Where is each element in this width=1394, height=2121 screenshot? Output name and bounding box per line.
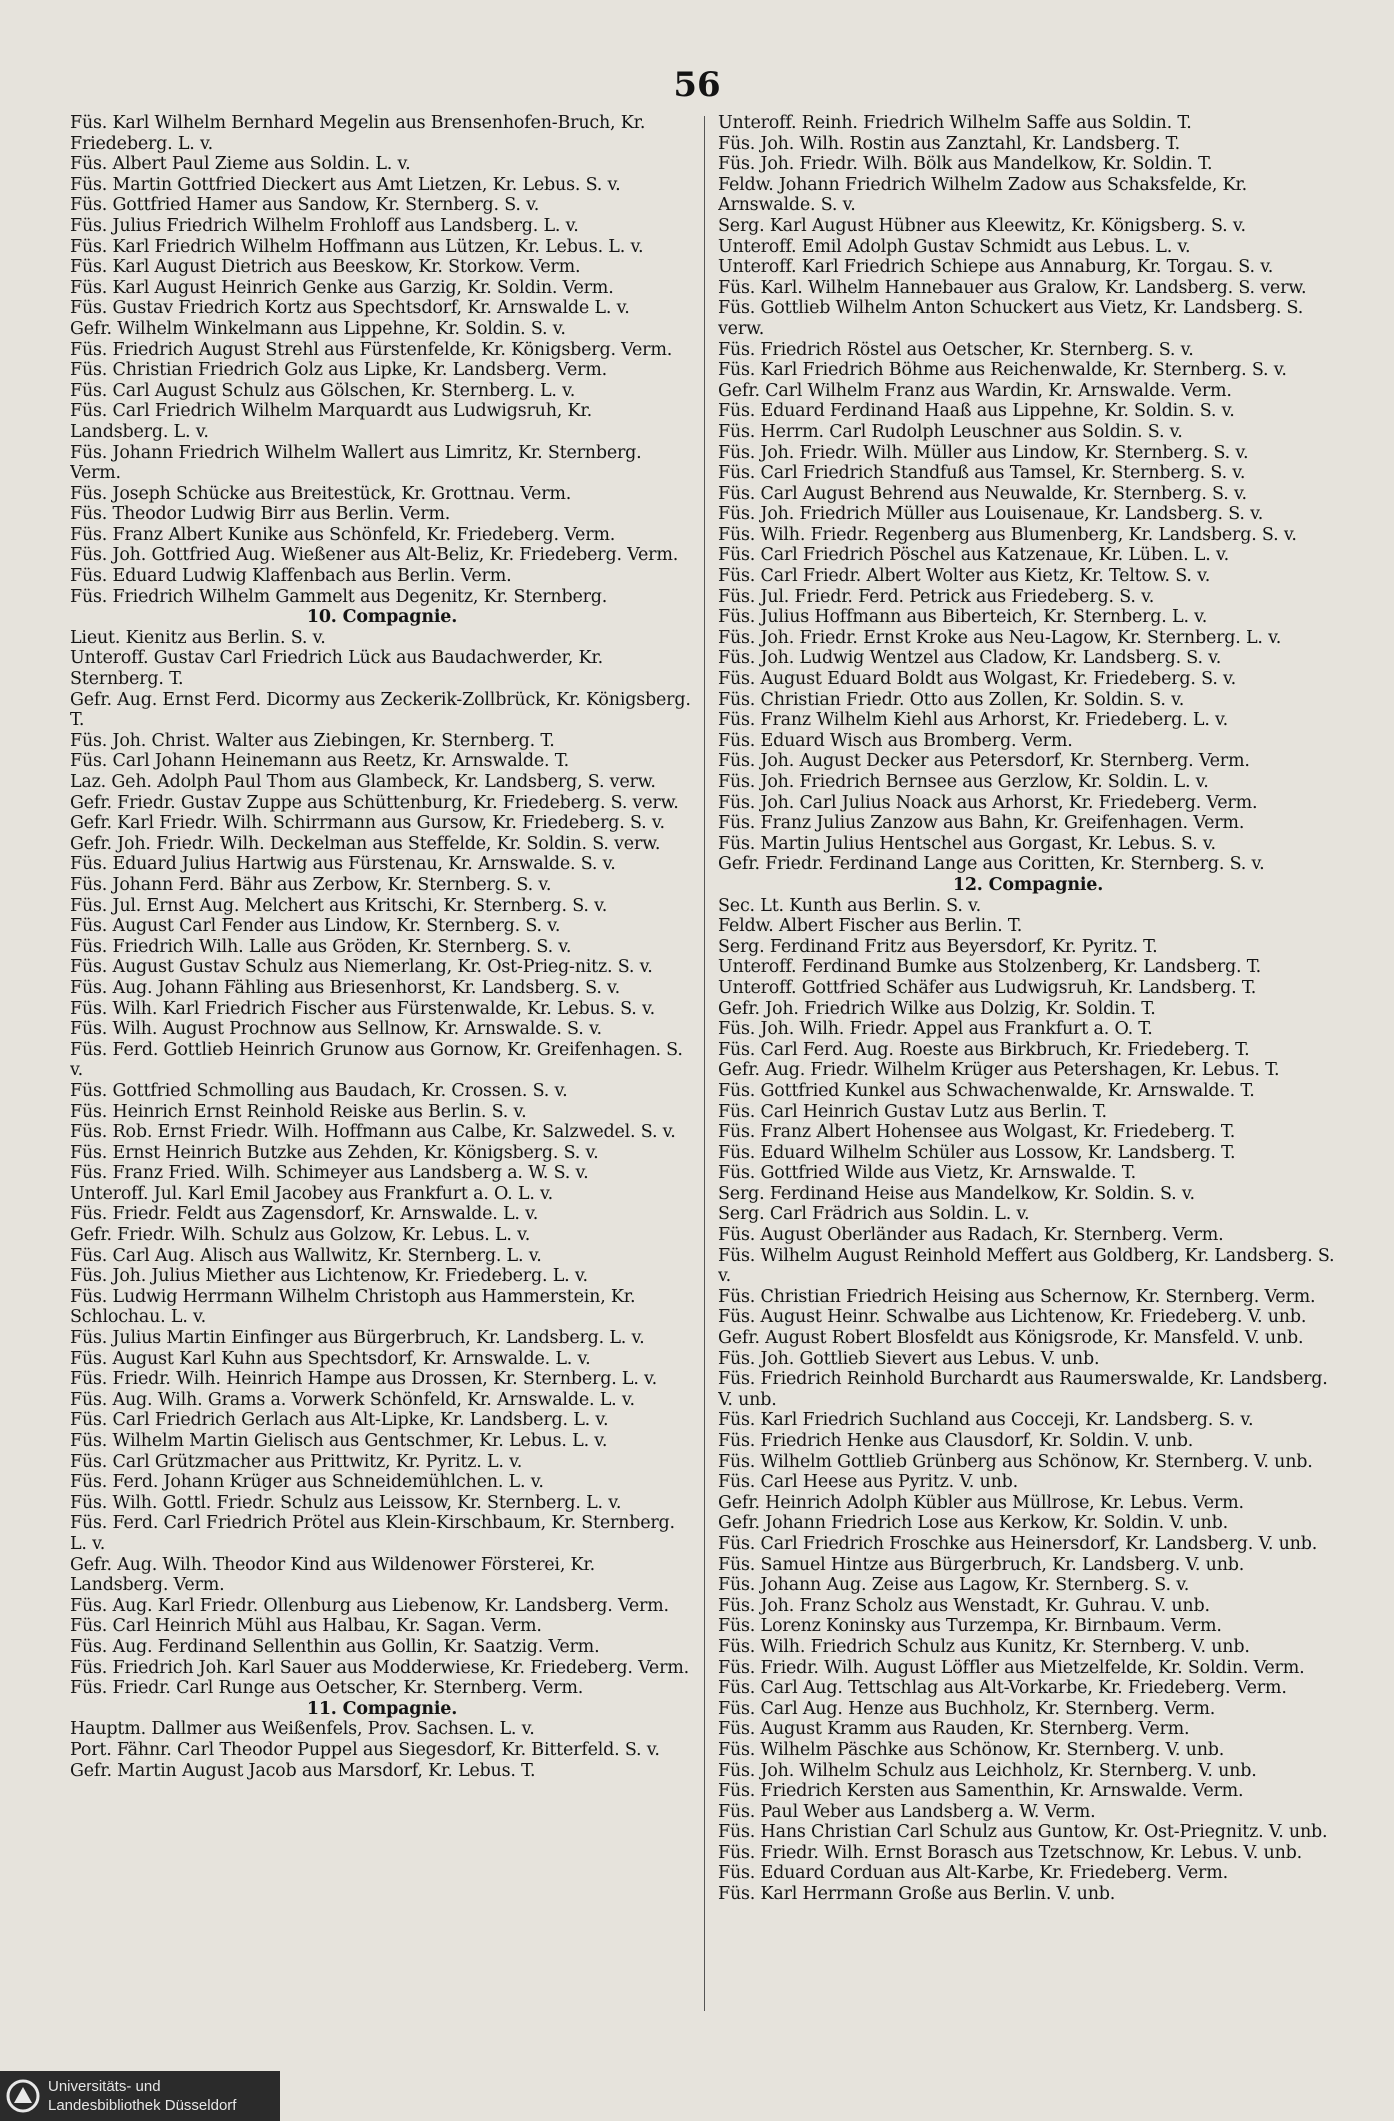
roster-entry: Füs. Joh. Wilh. Friedr. Appel aus Frankfurt a. O. T. [718, 1019, 1153, 1040]
roster-entry: Füs. Ludwig Herrmann Wilhelm Christoph aus Hammerstein, Kr. Schlochau. L. v. [70, 1286, 636, 1328]
roster-entry: Füs. Joh. Friedr. Wilh. Müller aus Lindow, Kr. Sternberg. S. v. [718, 442, 1249, 463]
roster-entry: Füs. Gottfried Wilde aus Vietz, Kr. Arnswalde. T. [718, 1163, 1137, 1184]
roster-entry: Gefr. Friedr. Gustav Zuppe aus Schüttenburg, Kr. Friedeberg. S. verw. [70, 792, 679, 813]
roster-entry: Füs. Albert Paul Zieme aus Soldin. L. v. [70, 154, 411, 175]
roster-entry: Füs. Friedr. Feldt aus Zagensdorf, Kr. Arnswalde. L. v. [70, 1204, 539, 1225]
roster-entry: Laz. Geh. Adolph Paul Thom aus Glambeck, Kr. Landsberg, S. verw. [70, 772, 656, 792]
roster-entry: Füs. Joh. Ludwig Wentzel aus Cladow, Kr. Landsberg. S. v. [718, 648, 1222, 669]
roster-entry: Port. Fähnr. Carl Theodor Puppel aus Siegesdorf, Kr. Bitterfeld. S. v. [70, 1739, 660, 1760]
roster-entry: Füs. Friedrich Wilh. Lalle aus Gröden, Kr. Sternberg. S. v. [70, 936, 572, 957]
roster-entry: Lieut. Kienitz aus Berlin. S. v. [70, 627, 326, 648]
roster-entry: Serg. Ferdinand Fritz aus Beyersdorf, Kr. Pyritz. T. [718, 936, 1158, 957]
roster-entry: Serg. Ferdinand Heise aus Mandelkow, Kr. Soldin. S. v. [718, 1183, 1195, 1204]
roster-entry: Füs. Franz Julius Zanzow aus Bahn, Kr. Greifenhagen. Verm. [718, 813, 1245, 834]
roster-entry: Füs. Carl Friedrich Gerlach aus Alt-Lipke, Kr. Landsberg. L. v. [70, 1410, 609, 1431]
roster-entry: Füs. Carl Heese aus Pyritz. V. unb. [718, 1472, 1019, 1493]
roster-entry: Gefr. Joh. Friedr. Wilh. Deckelman aus Steffelde, Kr. Soldin. S. verw. [70, 833, 661, 854]
roster-entry: Füs. Herrm. Carl Rudolph Leuschner aus Soldin. S. v. [718, 421, 1183, 442]
left-column [70, 113, 694, 1781]
roster-entry: Füs. Franz Fried. Wilh. Schimeyer aus Landsberg a. W. S. v. [70, 1163, 589, 1184]
roster-entry: Füs. Wilhelm Gottlieb Grünberg aus Schönow, Kr. Sternberg. V. unb. [718, 1451, 1313, 1472]
roster-entry: Füs. Gottfried Kunkel aus Schwachenwalde, Kr. Arnswalde. T. [718, 1080, 1255, 1101]
roster-entry: Füs. Joh. Wilh. Rostin aus Zanztahl, Kr. Landsberg. T. [718, 133, 1180, 154]
roster-entry: Füs. Wilh. Gottl. Friedr. Schulz aus Leissow, Kr. Sternberg. L. v. [70, 1492, 622, 1513]
roster-entry: Füs. Joh. Gottfried Aug. Wießener aus Alt-Beliz, Kr. Friedeberg. Verm. [70, 545, 679, 566]
roster-entry: Füs. Friedr. Wilh. Ernst Borasch aus Tzetschnow, Kr. Lebus. V. unb. [718, 1842, 1303, 1863]
roster-entry: Gefr. Friedr. Wilh. Schulz aus Golzow, Kr. Lebus. L. v. [70, 1225, 531, 1246]
roster-entry: Füs. Carl Aug. Alisch aus Wallwitz, Kr. Sternberg. L. v. [70, 1245, 542, 1266]
roster-entry: Füs. Johann Ferd. Bähr aus Zerbow, Kr. Sternberg. S. v. [70, 874, 552, 895]
roster-entry: Füs. Karl Wilhelm Bernhard Megelin aus Brensenhofen-Bruch, Kr. Friedeberg. L. v. [70, 113, 646, 154]
roster-entry: Füs. Rob. Ernst Friedr. Wilh. Hoffmann aus Calbe, Kr. Salzwedel. S. v. [70, 1122, 676, 1143]
roster-entry: Füs. Franz Wilhelm Kiehl aus Arhorst, Kr. Friedeberg. L. v. [718, 710, 1229, 731]
roster-entry: Füs. Samuel Hintze aus Bürgerbruch, Kr. Landsberg. V. unb. [718, 1554, 1245, 1575]
roster-entry: Feldw. Albert Fischer aus Berlin. T. [718, 916, 1023, 937]
roster-entry: Füs. Christian Friedrich Golz aus Lipke, Kr. Landsberg. Verm. [70, 360, 608, 381]
roster-entry: Füs. Carl August Schulz aus Gölschen, Kr. Sternberg. L. v. [70, 380, 576, 401]
roster-entry: Füs. Ferd. Johann Krüger aus Schneidemühlchen. L. v. [70, 1472, 544, 1493]
roster-entry: Füs. Joh. Wilhelm Schulz aus Leichholz, Kr. Sternberg. V. unb. [718, 1760, 1257, 1781]
roster-entry: Füs. Johann Aug. Zeise aus Lagow, Kr. Sternberg. S. v. [718, 1575, 1190, 1596]
roster-entry: Füs. Friedrich Wilhelm Gammelt aus Degenitz, Kr. Sternberg. [70, 586, 608, 607]
roster-entry: Serg. Karl August Hübner aus Kleewitz, Kr. Königsberg. S. v. [718, 215, 1246, 236]
roster-entry: Füs. Aug. Johann Fähling aus Briesenhorst, Kr. Landsberg. S. v. [70, 977, 621, 998]
roster-entry: Füs. Joh. Carl Julius Noack aus Arhorst, Kr. Friedeberg. Verm. [718, 792, 1258, 813]
roster-entry: Füs. Joh. August Decker aus Petersdorf, Kr. Sternberg. Verm. [718, 751, 1250, 772]
company-heading: 12. Compagnie. [952, 874, 1104, 895]
roster-entry: Unteroff. Gustav Carl Friedrich Lück aus Baudachwerder, Kr. Sternberg. T. [70, 648, 604, 690]
roster-entry: Füs. Eduard Corduan aus Alt-Karbe, Kr. Friedeberg. Verm. [718, 1863, 1228, 1884]
roster-entry: Gefr. Joh. Friedrich Wilke aus Dolzig, Kr. Soldin. T. [718, 998, 1156, 1019]
roster-entry: Füs. Aug. Karl Friedr. Ollenburg aus Liebenow, Kr. Landsberg. Verm. [70, 1595, 669, 1616]
roster-entry: Füs. Karl Friedrich Wilhelm Hoffmann aus Lützen, Kr. Lebus. L. v. [70, 236, 644, 257]
roster-entry: Füs. Ernst Heinrich Butzke aus Zehden, Kr. Königsberg. S. v. [70, 1142, 599, 1163]
roster-entry: Füs. Carl August Behrend aus Neuwalde, Kr. Sternberg. S. v. [718, 483, 1247, 504]
roster-entry: Füs. Franz Albert Kunike aus Schönfeld, Kr. Friedeberg. Verm. [70, 524, 616, 545]
roster-entry: Füs. Christian Friedrich Heising aus Schernow, Kr. Sternberg. Verm. [718, 1286, 1316, 1307]
roster-entry: Füs. Eduard Wisch aus Bromberg. Verm. [718, 730, 1073, 751]
roster-entry: Füs. Wilh. Karl Friedrich Fischer aus Fürstenwalde, Kr. Lebus. S. v. [70, 998, 655, 1019]
roster-entry: Füs. August Carl Fender aus Lindow, Kr. Sternberg. S. v. [70, 916, 561, 937]
roster-entry: Füs. Karl Herrmann Große aus Berlin. V. unb. [718, 1884, 1116, 1905]
roster-entry: Füs. Carl Johann Heinemann aus Reetz, Kr. Arnswalde. T. [70, 751, 569, 772]
roster-entry: Unteroff. Reinh. Friedrich Wilhelm Saffe aus Soldin. T. [718, 113, 1192, 133]
company-heading: 10. Compagnie. [306, 607, 458, 628]
roster-entry: Füs. Heinrich Ernst Reinhold Reiske aus Berlin. S. v. [70, 1101, 527, 1122]
roster-entry: Füs. Martin Julius Hentschel aus Gorgast, Kr. Lebus. S. v. [718, 833, 1216, 854]
roster-entry: Füs. Joh. Christ. Walter aus Ziebingen, Kr. Sternberg. T. [70, 730, 555, 751]
roster-entry: Füs. Wilhelm Päschke aus Schönow, Kr. Sternberg. V. unb. [718, 1739, 1225, 1760]
roster-entry: Füs. Gottfried Hamer aus Sandow, Kr. Sternberg. S. v. [70, 195, 540, 216]
roster-entry: Füs. Joseph Schücke aus Breitestück, Kr. Grottnau. Verm. [70, 483, 572, 504]
roster-entry: Unteroff. Jul. Karl Emil Jacobey aus Frankfurt a. O. L. v. [70, 1183, 554, 1204]
roster-entry: Füs. Gottfried Schmolling aus Baudach, Kr. Crossen. S. v. [70, 1080, 568, 1101]
roster-entry: Füs. Eduard Wilhelm Schüler aus Lossow, Kr. Landsberg. T. [718, 1142, 1236, 1163]
roster-entry: Füs. Wilh. Friedrich Schulz aus Kunitz, Kr. Sternberg. V. unb. [718, 1636, 1250, 1657]
roster-entry: Füs. Franz Albert Hohensee aus Wolgast, Kr. Friedeberg. T. [718, 1122, 1236, 1143]
roster-entry: Füs. Karl Friedrich Böhme aus Reichenwalde, Kr. Sternberg. S. v. [718, 360, 1287, 381]
roster-entry: Füs. Eduard Ferdinand Haaß aus Lippehne, Kr. Soldin. S. v. [718, 401, 1235, 422]
roster-entry: Füs. Christian Friedr. Otto aus Zollen, Kr. Soldin. S. v. [718, 689, 1185, 710]
roster-entry: Füs. Joh. Friedrich Bernsee aus Gerzlow, Kr. Soldin. L. v. [718, 772, 1209, 792]
roster-entry: Füs. Friedr. Carl Runge aus Oetscher, Kr. Sternberg. Verm. [70, 1678, 584, 1699]
roster-entry: Füs. Friedrich Joh. Karl Sauer aus Modderwiese, Kr. Friedeberg. Verm. [70, 1657, 689, 1678]
library-logo-icon [6, 2079, 40, 2113]
roster-entry: Füs. Friedr. Wilh. Heinrich Hampe aus Drossen, Kr. Sternberg. L. v. [70, 1369, 658, 1390]
roster-entry: Gefr. Karl Friedr. Wilh. Schirrmann aus Gursow, Kr. Friedeberg. S. v. [70, 813, 665, 834]
roster-entry: Füs. Wilhelm Martin Gielisch aus Gentschmer, Kr. Lebus. L. v. [70, 1431, 608, 1451]
roster-entry: Füs. Martin Gottfried Dieckert aus Amt Lietzen, Kr. Lebus. S. v. [70, 174, 621, 195]
roster-entry: Füs. Friedr. Wilh. August Löffler aus Mietzelfelde, Kr. Soldin. Verm. [718, 1657, 1305, 1678]
roster-entry: Füs. Johann Friedrich Wilhelm Wallert aus Limritz, Kr. Sternberg. Verm. [70, 442, 642, 484]
roster-entry: Füs. August Karl Kuhn aus Spechtsdorf, Kr. Arnswalde. L. v. [70, 1348, 591, 1369]
roster-entry: Füs. Carl Friedrich Wilhelm Marquardt aus Ludwigsruh, Kr. Landsberg. L. v. [70, 401, 592, 442]
roster-entry: Unteroff. Ferdinand Bumke aus Stolzenberg, Kr. Landsberg. T. [718, 957, 1262, 978]
roster-entry: Füs. Joh. Friedr. Ernst Kroke aus Neu-Lagow, Kr. Sternberg. L. v. [718, 627, 1282, 648]
footer-line-1: Universitäts- und [48, 2078, 161, 2095]
roster-entry: Füs. Carl Friedrich Pöschel aus Katzenaue, Kr. Lüben. L. v. [718, 545, 1229, 566]
roster-entry: Füs. Karl August Heinrich Genke aus Garzig, Kr. Soldin. Verm. [70, 277, 614, 298]
roster-entry: Feldw. Johann Friedrich Wilhelm Zadow aus Schaksfelde, Kr. Arnswalde. S. v. [718, 174, 1248, 216]
roster-entry: Füs. Wilh. Friedr. Regenberg aus Blumenberg, Kr. Landsberg. S. v. [718, 524, 1297, 545]
roster-entry: Füs. Eduard Ludwig Klaffenbach aus Berlin. Verm. [70, 566, 512, 587]
roster-entry: Füs. Paul Weber aus Landsberg a. W. Verm. [718, 1801, 1096, 1822]
roster-entry: Füs. Gottlieb Wilhelm Anton Schuckert aus Vietz, Kr. Landsberg. S. verw. [718, 298, 1304, 339]
roster-entry: Füs. Carl Friedrich Froschke aus Heinersdorf, Kr. Landsberg. V. unb. [718, 1533, 1318, 1554]
roster-entry: Füs. Friedrich August Strehl aus Fürstenfelde, Kr. Königsberg. Verm. [70, 339, 673, 360]
column-divider [704, 116, 705, 2011]
roster-entry: Füs. Karl. Wilhelm Hannebauer aus Gralow, Kr. Landsberg. S. verw. [718, 277, 1307, 298]
roster-entry: Gefr. Martin August Jacob aus Marsdorf, Kr. Lebus. T. [70, 1760, 536, 1781]
roster-entry: Füs. August Heinr. Schwalbe aus Lichtenow, Kr. Friedeberg. V. unb. [718, 1307, 1307, 1328]
roster-entry: Füs. Friedrich Kersten aus Samenthin, Kr. Arnswalde. Verm. [718, 1781, 1244, 1802]
roster-entry: Gefr. Friedr. Ferdinand Lange aus Coritten, Kr. Sternberg. S. v. [718, 854, 1265, 875]
roster-entry: Füs. Aug. Wilh. Grams a. Vorwerk Schönfeld, Kr. Arnswalde. L. v. [70, 1389, 635, 1410]
roster-entry: Gefr. Aug. Wilh. Theodor Kind aus Wildenower Försterei, Kr. Landsberg. Verm. [70, 1554, 596, 1596]
roster-entry: Unteroff. Karl Friedrich Schiepe aus Annaburg, Kr. Torgau. S. v. [718, 257, 1274, 278]
roster-entry: Füs. Julius Martin Einfinger aus Bürgerbruch, Kr. Landsberg. L. v. [70, 1328, 645, 1349]
roster-entry: Gefr. Carl Wilhelm Franz aus Wardin, Kr. Arnswalde. Verm. [718, 380, 1232, 401]
roster-entry: Füs. Wilh. August Prochnow aus Sellnow, Kr. Arnswalde. S. v. [70, 1019, 602, 1040]
roster-entry: Füs. Friedrich Reinhold Burchardt aus Raumerswalde, Kr. Landsberg. V. unb. [718, 1369, 1328, 1410]
roster-entry: Füs. August Gustav Schulz aus Niemerlang, Kr. Ost-Prieg-nitz. S. v. [70, 957, 653, 978]
roster-entry: Füs. Theodor Ludwig Birr aus Berlin. Verm. [70, 504, 451, 525]
roster-entry: Gefr. Aug. Friedr. Wilhelm Krüger aus Petershagen, Kr. Lebus. T. [718, 1060, 1280, 1081]
roster-entry: Füs. Carl Heinrich Gustav Lutz aus Berlin. T. [718, 1101, 1107, 1122]
footer-text [48, 2077, 236, 2115]
roster-entry: Füs. Karl Friedrich Suchland aus Cocceji, Kr. Landsberg. S. v. [718, 1410, 1254, 1431]
library-footer [0, 2071, 280, 2121]
roster-entry: Füs. Carl Heinrich Mühl aus Halbau, Kr. Sagan. Verm. [70, 1616, 542, 1637]
roster-entry: Hauptm. Dallmer aus Weißenfels, Prov. Sachsen. L. v. [70, 1719, 535, 1740]
roster-entry: Füs. Friedrich Henke aus Clausdorf, Kr. Soldin. V. unb. [718, 1431, 1194, 1451]
roster-entry: Füs. Ferd. Carl Friedrich Prötel aus Klein-Kirschbaum, Kr. Sternberg. L. v. [70, 1513, 675, 1554]
roster-entry: Füs. August Oberländer aus Radach, Kr. Sternberg. Verm. [718, 1225, 1224, 1246]
roster-entry: Füs. August Kramm aus Rauden, Kr. Sternberg. Verm. [718, 1719, 1190, 1740]
roster-entry: Füs. Eduard Julius Hartwig aus Fürstenau, Kr. Arnswalde. S. v. [70, 854, 616, 875]
roster-entry: Füs. Jul. Friedr. Ferd. Petrick aus Friedeberg. S. v. [718, 586, 1155, 607]
roster-entry: Gefr. Heinrich Adolph Kübler aus Müllrose, Kr. Lebus. Verm. [718, 1492, 1244, 1513]
roster-entry: Füs. Jul. Ernst Aug. Melchert aus Kritschi, Kr. Sternberg. S. v. [70, 895, 608, 916]
roster-entry: Füs. Carl Aug. Henze aus Buchholz, Kr. Sternberg. Verm. [718, 1698, 1216, 1719]
roster-entry: Gefr. August Robert Blosfeldt aus Königsrode, Kr. Mansfeld. V. unb. [718, 1328, 1304, 1349]
roster-entry: Füs. Wilhelm August Reinhold Meffert aus Goldberg, Kr. Landsberg. S. v. [718, 1245, 1335, 1287]
roster-entry: Gefr. Johann Friedrich Lose aus Kerkow, Kr. Soldin. V. unb. [718, 1513, 1228, 1534]
roster-entry: Füs. Ferd. Gottlieb Heinrich Grunow aus Gornow, Kr. Greifenhagen. S. v. [70, 1039, 683, 1081]
roster-entry: Füs. Joh. Friedrich Müller aus Louisenaue, Kr. Landsberg. S. v. [718, 504, 1264, 525]
roster-entry: Füs. Carl Friedrich Standfuß aus Tamsel, Kr. Sternberg. S. v. [718, 463, 1246, 484]
right-column [718, 113, 1338, 1905]
roster-entry: Füs. Julius Friedrich Wilhelm Frohloff aus Landsberg. L. v. [70, 215, 579, 236]
roster-entry: Füs. Carl Friedr. Albert Wolter aus Kietz, Kr. Teltow. S. v. [718, 566, 1211, 587]
roster-entry: Füs. Gustav Friedrich Kortz aus Spechtsdorf, Kr. Arnswalde L. v. [70, 298, 630, 319]
roster-entry: Unteroff. Gottfried Schäfer aus Ludwigsruh, Kr. Landsberg. T. [718, 977, 1257, 998]
roster-entry: Füs. Aug. Ferdinand Sellenthin aus Gollin, Kr. Saatzig. Verm. [70, 1636, 600, 1657]
roster-entry: Füs. Julius Hoffmann aus Biberteich, Kr. Sternberg. L. v. [718, 607, 1208, 628]
roster-entry: Sec. Lt. Kunth aus Berlin. S. v. [718, 895, 982, 916]
roster-entry: Füs. Hans Christian Carl Schulz aus Guntow, Kr. Ost-Priegnitz. V. unb. [718, 1822, 1328, 1843]
roster-entry: Serg. Carl Frädrich aus Soldin. L. v. [718, 1204, 1030, 1225]
roster-entry: Füs. August Eduard Boldt aus Wolgast, Kr. Friedeberg. S. v. [718, 669, 1237, 690]
roster-entry: Füs. Lorenz Koninsky aus Turzempa, Kr. Birnbaum. Verm. [718, 1616, 1222, 1637]
roster-entry: Füs. Friedrich Röstel aus Oetscher, Kr. Sternberg. S. v. [718, 339, 1194, 360]
roster-entry: Füs. Carl Ferd. Aug. Roeste aus Birkbruch, Kr. Friedeberg. T. [718, 1039, 1250, 1060]
roster-entry: Füs. Joh. Julius Miether aus Lichtenow, Kr. Friedeberg. L. v. [70, 1266, 588, 1287]
page-number: 56 [673, 65, 721, 105]
roster-entry: Füs. Joh. Franz Scholz aus Wenstadt, Kr. Guhrau. V. unb. [718, 1595, 1210, 1616]
roster-entry: Füs. Carl Aug. Tettschlag aus Alt-Vorkarbe, Kr. Friedeberg. Verm. [718, 1678, 1287, 1699]
footer-line-2: Landesbibliothek Düsseldorf [48, 2097, 237, 2114]
roster-entry: Gefr. Aug. Ernst Ferd. Dicormy aus Zeckerik-Zollbrück, Kr. Königsberg. T. [70, 689, 691, 731]
roster-entry: Füs. Carl Grützmacher aus Prittwitz, Kr. Pyritz. L. v. [70, 1451, 523, 1472]
roster-entry: Unteroff. Emil Adolph Gustav Schmidt aus Lebus. L. v. [718, 236, 1191, 257]
company-heading: 11. Compagnie. [306, 1698, 458, 1719]
roster-entry: Gefr. Wilhelm Winkelmann aus Lippehne, Kr. Soldin. S. v. [70, 318, 566, 339]
roster-entry: Füs. Joh. Gottlieb Sievert aus Lebus. V. unb. [718, 1348, 1100, 1369]
roster-entry: Füs. Karl August Dietrich aus Beeskow, Kr. Storkow. Verm. [70, 257, 581, 278]
roster-entry: Füs. Joh. Friedr. Wilh. Bölk aus Mandelkow, Kr. Soldin. T. [718, 154, 1213, 175]
